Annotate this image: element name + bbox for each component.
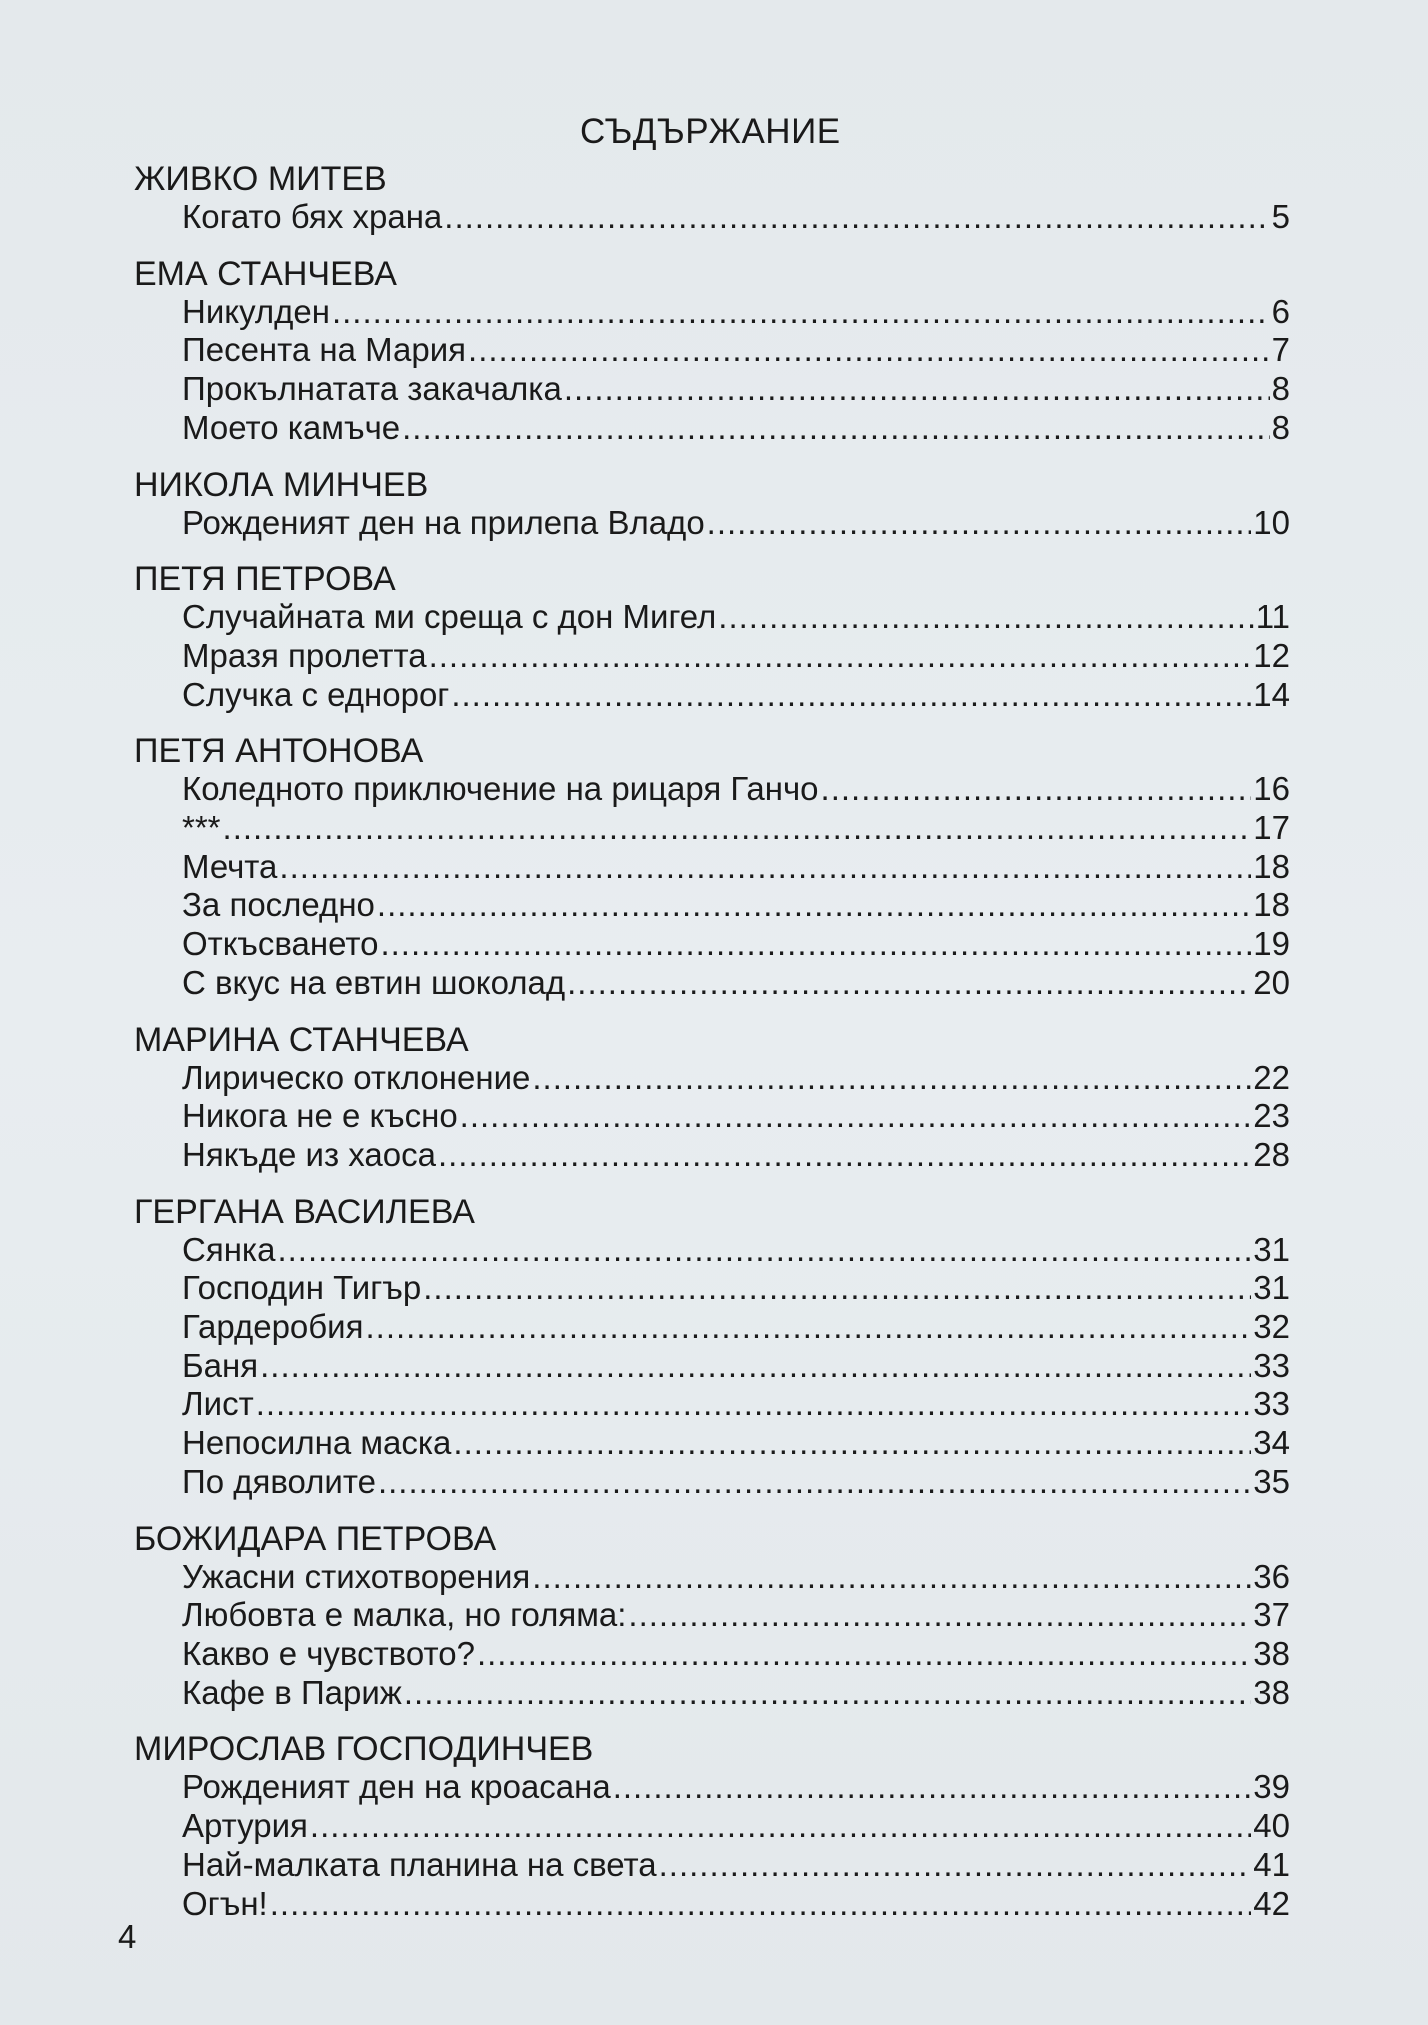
entry-title: Лирическо отклонение bbox=[182, 1058, 531, 1096]
entry-page-number: 41 bbox=[1253, 1845, 1290, 1883]
dot-leader bbox=[451, 676, 1251, 715]
author-name: НИКОЛА МИНЧЕВ bbox=[134, 465, 429, 504]
toc-section bbox=[130, 466, 1290, 543]
entry-page-number: 7 bbox=[1271, 331, 1290, 369]
dot-leader bbox=[378, 1463, 1251, 1502]
entry-title: По дяволите bbox=[182, 1462, 376, 1500]
entry-page-number: 5 bbox=[1271, 198, 1290, 235]
entry-title: Никулден bbox=[182, 292, 330, 330]
entry-title: Когато бях храна bbox=[182, 198, 443, 235]
entry-title: Непосилна маска bbox=[182, 1424, 452, 1462]
toc-section bbox=[130, 1520, 1290, 1713]
author-name: ПЕТЯ АНТОНОВА bbox=[134, 732, 424, 771]
toc-entry bbox=[130, 1807, 1290, 1846]
dot-leader bbox=[256, 1385, 1252, 1424]
author-name: МАРИНА СТАНЧЕВА bbox=[134, 1020, 469, 1059]
dot-leader bbox=[460, 1097, 1252, 1136]
toc-entry bbox=[130, 1558, 1290, 1597]
toc-section bbox=[130, 732, 1290, 1002]
toc-entry bbox=[130, 809, 1290, 848]
toc-entry bbox=[130, 1385, 1290, 1424]
entry-page-number: 40 bbox=[1253, 1807, 1290, 1845]
entry-page-number: 23 bbox=[1253, 1097, 1290, 1135]
toc-entry bbox=[130, 925, 1290, 964]
dot-leader bbox=[380, 925, 1251, 964]
toc-entry bbox=[130, 293, 1290, 332]
entry-page-number: 33 bbox=[1253, 1346, 1290, 1384]
entry-title: Лист bbox=[182, 1385, 254, 1423]
toc-section bbox=[130, 1193, 1290, 1502]
entry-title: Артурия bbox=[182, 1807, 308, 1845]
toc-entry bbox=[130, 504, 1290, 543]
entry-title: Господин Тигър bbox=[182, 1269, 422, 1307]
dot-leader bbox=[423, 1269, 1251, 1308]
dot-leader bbox=[429, 637, 1252, 676]
toc-entry bbox=[130, 198, 1290, 237]
entry-page-number: 38 bbox=[1253, 1634, 1290, 1672]
entry-title: Ужасни стихотворения bbox=[182, 1557, 531, 1595]
toc-entry bbox=[130, 598, 1290, 637]
entry-page-number: 12 bbox=[1253, 636, 1290, 674]
author-name: ПЕТЯ ПЕТРОВА bbox=[134, 560, 396, 599]
dot-leader bbox=[332, 293, 1270, 332]
entry-page-number: 19 bbox=[1253, 925, 1290, 963]
entry-page-number: 36 bbox=[1253, 1557, 1290, 1595]
dot-leader bbox=[564, 370, 1270, 409]
dot-leader bbox=[223, 809, 1252, 848]
entry-title: Кафе в Париж bbox=[182, 1673, 402, 1711]
toc-entry bbox=[130, 1596, 1290, 1635]
toc-entry bbox=[130, 1059, 1290, 1098]
entry-page-number: 18 bbox=[1253, 886, 1290, 924]
dot-leader bbox=[477, 1635, 1251, 1674]
dot-leader bbox=[567, 964, 1251, 1003]
dot-leader bbox=[310, 1807, 1251, 1846]
entry-title: Някъде из хаоса bbox=[182, 1135, 436, 1173]
toc-entry bbox=[130, 1885, 1290, 1924]
entry-page-number: 10 bbox=[1253, 503, 1290, 541]
entry-title: Никога не е късно bbox=[182, 1097, 458, 1135]
toc-entry bbox=[130, 1136, 1290, 1175]
dot-leader bbox=[453, 1424, 1251, 1463]
toc-entry bbox=[130, 1424, 1290, 1463]
entry-page-number: 8 bbox=[1271, 408, 1290, 446]
entry-page-number: 20 bbox=[1253, 963, 1290, 1001]
entry-title: Мразя пролетта bbox=[182, 636, 427, 674]
dot-leader bbox=[404, 1674, 1251, 1713]
toc-entry bbox=[130, 1347, 1290, 1386]
dot-leader bbox=[628, 1596, 1251, 1635]
entry-page-number: 42 bbox=[1253, 1884, 1290, 1922]
toc-entry bbox=[130, 1768, 1290, 1807]
entry-title: Любовта е малка, но голяма: bbox=[182, 1596, 627, 1634]
entry-page-number: 38 bbox=[1253, 1673, 1290, 1711]
toc-section bbox=[130, 1730, 1290, 1923]
dot-leader bbox=[532, 1059, 1251, 1098]
toc-entry bbox=[130, 1463, 1290, 1502]
dot-leader bbox=[270, 1885, 1252, 1924]
toc-section bbox=[130, 560, 1290, 714]
entry-title: Рожденият ден на кроасана bbox=[182, 1768, 611, 1806]
dot-leader bbox=[365, 1308, 1251, 1347]
dot-leader bbox=[260, 1347, 1251, 1386]
entry-page-number: 22 bbox=[1253, 1058, 1290, 1096]
dot-leader bbox=[444, 198, 1269, 237]
dot-leader bbox=[438, 1136, 1251, 1175]
author-name: ЖИВКО МИТЕВ bbox=[134, 160, 387, 198]
toc-entry bbox=[130, 1231, 1290, 1270]
toc-entry bbox=[130, 409, 1290, 448]
entry-page-number: 31 bbox=[1253, 1230, 1290, 1268]
entry-title: Моето камъче bbox=[182, 408, 401, 446]
toc-entry bbox=[130, 1635, 1290, 1674]
toc-entry bbox=[130, 331, 1290, 370]
author-name: БОЖИДАРА ПЕТРОВА bbox=[134, 1519, 497, 1558]
toc-entry bbox=[130, 964, 1290, 1003]
dot-leader bbox=[402, 409, 1270, 448]
entry-title: *** bbox=[182, 809, 221, 847]
entry-title: Гардеробия bbox=[182, 1308, 364, 1346]
dot-leader bbox=[707, 504, 1252, 543]
dot-leader bbox=[718, 598, 1253, 637]
dot-leader bbox=[468, 331, 1270, 370]
page-number: 4 bbox=[118, 1918, 137, 1955]
entry-title: Сянка bbox=[182, 1230, 276, 1268]
entry-page-number: 31 bbox=[1253, 1269, 1290, 1307]
author-name: ЕМА СТАНЧЕВА bbox=[134, 254, 397, 293]
entry-page-number: 8 bbox=[1271, 370, 1290, 408]
entry-title: Случка с еднорог bbox=[182, 675, 450, 713]
entry-page-number: 33 bbox=[1253, 1385, 1290, 1423]
dot-leader bbox=[279, 848, 1251, 887]
toc-entry bbox=[130, 1308, 1290, 1347]
entry-page-number: 35 bbox=[1253, 1462, 1290, 1500]
toc-entry bbox=[130, 1846, 1290, 1885]
page-title: СЪДЪРЖАНИЕ bbox=[580, 112, 841, 151]
toc-entry bbox=[130, 1674, 1290, 1713]
entry-title: Огън! bbox=[182, 1884, 268, 1922]
entry-page-number: 18 bbox=[1253, 847, 1290, 885]
entry-title: С вкус на евтин шоколад bbox=[182, 963, 566, 1001]
toc-section bbox=[130, 160, 1290, 237]
entry-title: Какво е чувството? bbox=[182, 1634, 475, 1672]
entry-title: Откъсването bbox=[182, 925, 379, 963]
toc-section bbox=[130, 255, 1290, 448]
dot-leader bbox=[613, 1768, 1252, 1807]
toc-entry bbox=[130, 1269, 1290, 1308]
entry-page-number: 11 bbox=[1255, 598, 1290, 636]
toc-entry bbox=[130, 1097, 1290, 1136]
entry-page-number: 14 bbox=[1253, 675, 1290, 713]
entry-title: Рожденият ден на прилепа Владо bbox=[182, 503, 705, 541]
toc-entry bbox=[130, 676, 1290, 715]
entry-page-number: 6 bbox=[1271, 292, 1290, 330]
toc-entry bbox=[130, 770, 1290, 809]
entry-page-number: 16 bbox=[1253, 770, 1290, 808]
entry-page-number: 32 bbox=[1253, 1308, 1290, 1346]
entry-title: За последно bbox=[182, 886, 375, 924]
dot-leader bbox=[377, 886, 1251, 925]
entry-title: Песента на Мария bbox=[182, 331, 467, 369]
dot-leader bbox=[532, 1558, 1251, 1597]
entry-title: Мечта bbox=[182, 847, 278, 885]
entry-page-number: 17 bbox=[1253, 809, 1290, 847]
dot-leader bbox=[821, 770, 1252, 809]
entry-title: Коледното приключение на рицаря Ганчо bbox=[182, 770, 819, 808]
entry-page-number: 34 bbox=[1253, 1424, 1290, 1462]
entry-page-number: 39 bbox=[1253, 1768, 1290, 1806]
entry-title: Най-малката планина на света bbox=[182, 1845, 657, 1883]
table-of-contents bbox=[130, 160, 1290, 1941]
dot-leader bbox=[277, 1231, 1251, 1270]
entry-page-number: 37 bbox=[1253, 1596, 1290, 1634]
toc-entry bbox=[130, 637, 1290, 676]
toc-entry bbox=[130, 886, 1290, 925]
dot-leader bbox=[659, 1846, 1252, 1885]
entry-title: Баня bbox=[182, 1346, 259, 1384]
entry-page-number: 28 bbox=[1253, 1135, 1290, 1173]
toc-entry bbox=[130, 848, 1290, 887]
toc-entry bbox=[130, 370, 1290, 409]
toc-section bbox=[130, 1021, 1290, 1175]
entry-title: Прокълнатата закачалка bbox=[182, 370, 562, 408]
author-name: ГЕРГАНА ВАСИЛЕВА bbox=[134, 1192, 475, 1231]
entry-title: Случайната ми среща с дон Мигел bbox=[182, 598, 717, 636]
author-name: МИРОСЛАВ ГОСПОДИНЧЕВ bbox=[134, 1730, 594, 1769]
